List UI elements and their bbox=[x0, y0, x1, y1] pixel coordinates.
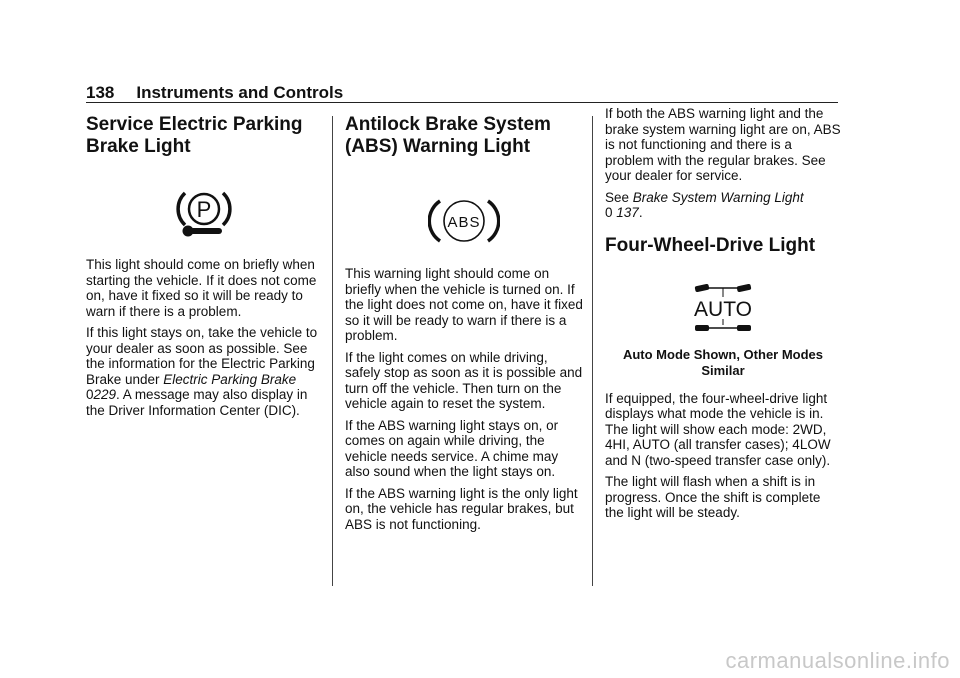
header-rule bbox=[86, 102, 838, 103]
cross-reference-link[interactable]: Brake System Warning Light bbox=[632, 189, 804, 205]
icon-text: ABS bbox=[447, 214, 481, 231]
icon-text: AUTO bbox=[694, 297, 752, 321]
abs-warning-icon bbox=[428, 196, 500, 246]
paragraph: This light should come on briefly when starting the vehicle. If it does not come on, have it fixed so it will be ready to warn if there is a problem. bbox=[86, 257, 317, 319]
paragraph: If the ABS warning light stays on, or comes on again while driving, the vehicle needs service. A chime may also sound when the light stays on. bbox=[345, 417, 559, 479]
paragraph: If this light stays on, take the vehicle to your dealer as soon as possible. See the information for the Electric Parking Brake under Electric Parking Brake 0229. A message may also display in the Driver Information Center (DIC). bbox=[86, 325, 318, 418]
paragraph: If the light comes on while driving, safely stop as soon as it is possible and turn off the vehicle. Then turn on the vehicle again to reset the system. bbox=[345, 349, 583, 411]
page-ref-icon: 0 bbox=[605, 205, 613, 220]
cross-reference-link[interactable]: Electric Parking Brake bbox=[163, 371, 297, 387]
section-heading: Four-Wheel-Drive Light bbox=[605, 234, 816, 256]
paragraph: See Brake System Warning Light 0 137. bbox=[605, 189, 804, 220]
column-abs bbox=[345, 106, 583, 538]
parking-brake-service-icon bbox=[176, 189, 232, 237]
section-heading: Antilock Brake System (ABS) Warning Light bbox=[345, 114, 551, 157]
page-ref-icon: 0 bbox=[86, 387, 94, 402]
four-wheel-drive-auto-icon bbox=[691, 281, 755, 335]
figure-caption: Auto Mode Shown, Other Modes Similar bbox=[622, 346, 824, 378]
section-heading: Service Electric Parking Brake Light bbox=[86, 114, 303, 157]
column-4wd bbox=[605, 106, 841, 527]
paragraph: If equipped, the four-wheel-drive light displays what mode the vehicle is in. The light will show each mode: 2WD, 4HI, AUTO (all transfer cases); 4LOW and N (two-speed transfer case only). bbox=[605, 390, 831, 468]
paragraph: If both the ABS warning light and the brake system warning light are on, ABS is not functioning and there is a problem with the regular brakes. See your dealer for service. bbox=[605, 106, 841, 183]
watermark: carmanualsonline.info bbox=[725, 648, 950, 673]
page-reference[interactable]: 229 bbox=[93, 387, 117, 402]
page-number: 138 bbox=[86, 83, 115, 102]
column-divider bbox=[592, 116, 593, 586]
paragraph: If the ABS warning light is the only light on, the vehicle has regular brakes, but ABS is not functioning. bbox=[345, 485, 578, 532]
paragraph: This warning light should come on briefly when the vehicle is turned on. If the light does not come on, have it fixed so it will be ready to warn if there is a problem. bbox=[345, 266, 583, 343]
page-header bbox=[86, 83, 343, 103]
icon-letter: P bbox=[196, 197, 212, 222]
paragraph: The light will flash when a shift is in progress. Once the shift is complete the light will be steady. bbox=[605, 474, 821, 520]
column-divider bbox=[332, 116, 333, 586]
column-parking-brake bbox=[86, 106, 322, 424]
section-title: Instruments and Controls bbox=[136, 83, 344, 102]
page-reference[interactable]: 137 bbox=[616, 205, 639, 220]
